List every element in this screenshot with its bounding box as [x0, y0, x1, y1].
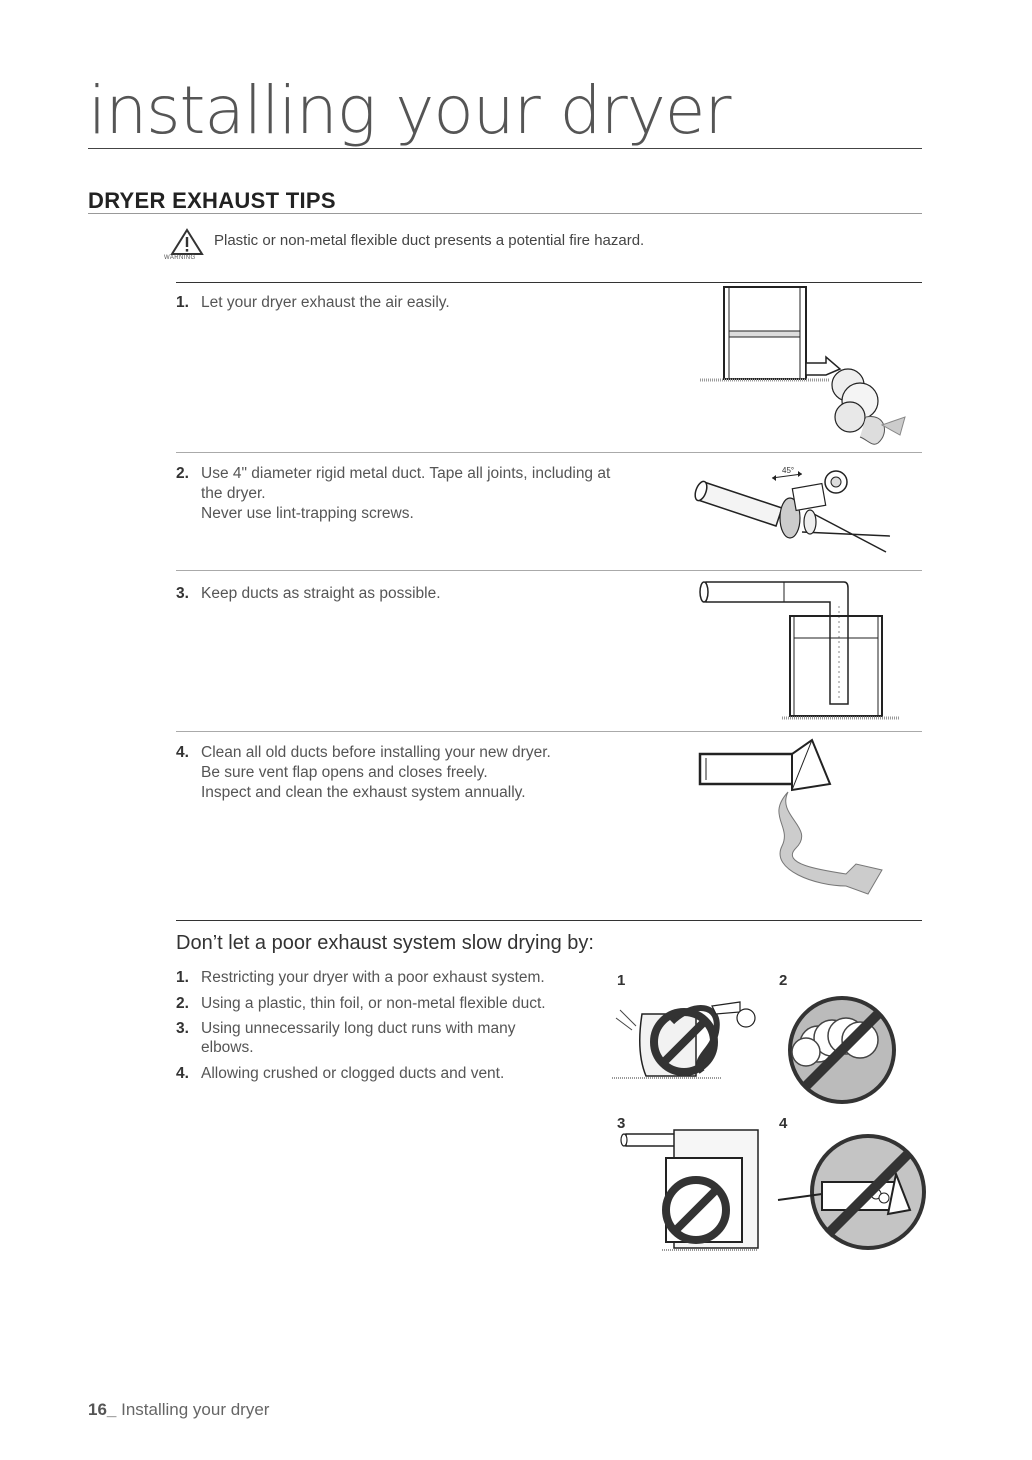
slow-drying-heading: Don’t let a poor exhaust system slow drying by:	[176, 932, 594, 954]
tip-4	[176, 743, 656, 803]
warning-icon	[171, 229, 203, 255]
long-duct-prohibited-illustration	[618, 1130, 768, 1254]
section-title: DRYER EXHAUST TIPS	[88, 188, 336, 213]
tip-line: Clean all old ducts before installing your new dryer.	[201, 744, 551, 761]
angle-label: 45°	[782, 466, 795, 475]
restricted-dryer-prohibited-illustration	[612, 992, 782, 1088]
tip-line: Never use lint-trapping screws.	[201, 505, 414, 522]
item-line: Using unnecessarily long duct runs with many	[201, 1020, 516, 1037]
divider	[176, 452, 922, 453]
vent-flap-illustration	[696, 736, 900, 904]
divider	[176, 282, 922, 283]
dryer-exhaust-illustration	[700, 285, 910, 455]
item-number: 4.	[176, 1065, 189, 1082]
footer-text: Installing your dryer	[121, 1400, 270, 1419]
tip-line: Be sure vent flap opens and closes freely.	[201, 764, 488, 781]
item-line: Using a plastic, thin foil, or non-metal flexible duct.	[201, 995, 546, 1012]
item-number: 3.	[176, 1020, 189, 1037]
tip-2	[176, 464, 656, 524]
rigid-duct-tape-illustration	[690, 460, 900, 560]
tip-line: Let your dryer exhaust the air easily.	[201, 294, 450, 311]
tip-line: Use 4" diameter rigid metal duct. Tape all joints, including at	[201, 465, 611, 482]
section-title-rule	[88, 213, 922, 214]
tip-number: 1.	[176, 294, 189, 311]
tip-number: 2.	[176, 465, 189, 482]
item-number: 1.	[176, 969, 189, 986]
tip-3	[176, 584, 656, 604]
chapter-title: installing your dryer	[88, 72, 731, 149]
slow-drying-item-2	[176, 994, 576, 1013]
tip-line: Inspect and clean the exhaust system annually.	[201, 784, 526, 801]
page-number: 16_	[88, 1400, 117, 1419]
item-number: 2.	[176, 995, 189, 1012]
clogged-vent-prohibited-illustration	[778, 1132, 928, 1256]
divider	[176, 731, 922, 732]
figure-label-4: 4	[779, 1115, 788, 1132]
tip-1	[176, 293, 656, 313]
warning-label: WARNING	[164, 255, 196, 261]
divider	[176, 920, 922, 921]
page-footer	[88, 1400, 269, 1420]
chapter-title-rule	[88, 148, 922, 149]
figure-label-3: 3	[617, 1115, 626, 1132]
divider	[176, 570, 922, 571]
tip-line: Keep ducts as straight as possible.	[201, 585, 441, 602]
item-line: elbows.	[201, 1039, 254, 1056]
figure-label-2: 2	[779, 972, 788, 989]
straight-duct-illustration	[694, 578, 904, 724]
warning-text: Plastic or non-metal flexible duct presents a potential fire hazard.	[214, 232, 645, 249]
figure-label-1: 1	[617, 972, 626, 989]
item-line: Allowing crushed or clogged ducts and vent.	[201, 1065, 505, 1082]
tip-line: the dryer.	[201, 485, 266, 502]
flexible-duct-prohibited-illustration	[778, 994, 908, 1108]
slow-drying-item-4	[176, 1064, 576, 1083]
tip-number: 3.	[176, 585, 189, 602]
tip-number: 4.	[176, 744, 189, 761]
slow-drying-item-1	[176, 968, 576, 987]
slow-drying-item-3	[176, 1019, 576, 1057]
item-line: Restricting your dryer with a poor exhaust system.	[201, 969, 545, 986]
